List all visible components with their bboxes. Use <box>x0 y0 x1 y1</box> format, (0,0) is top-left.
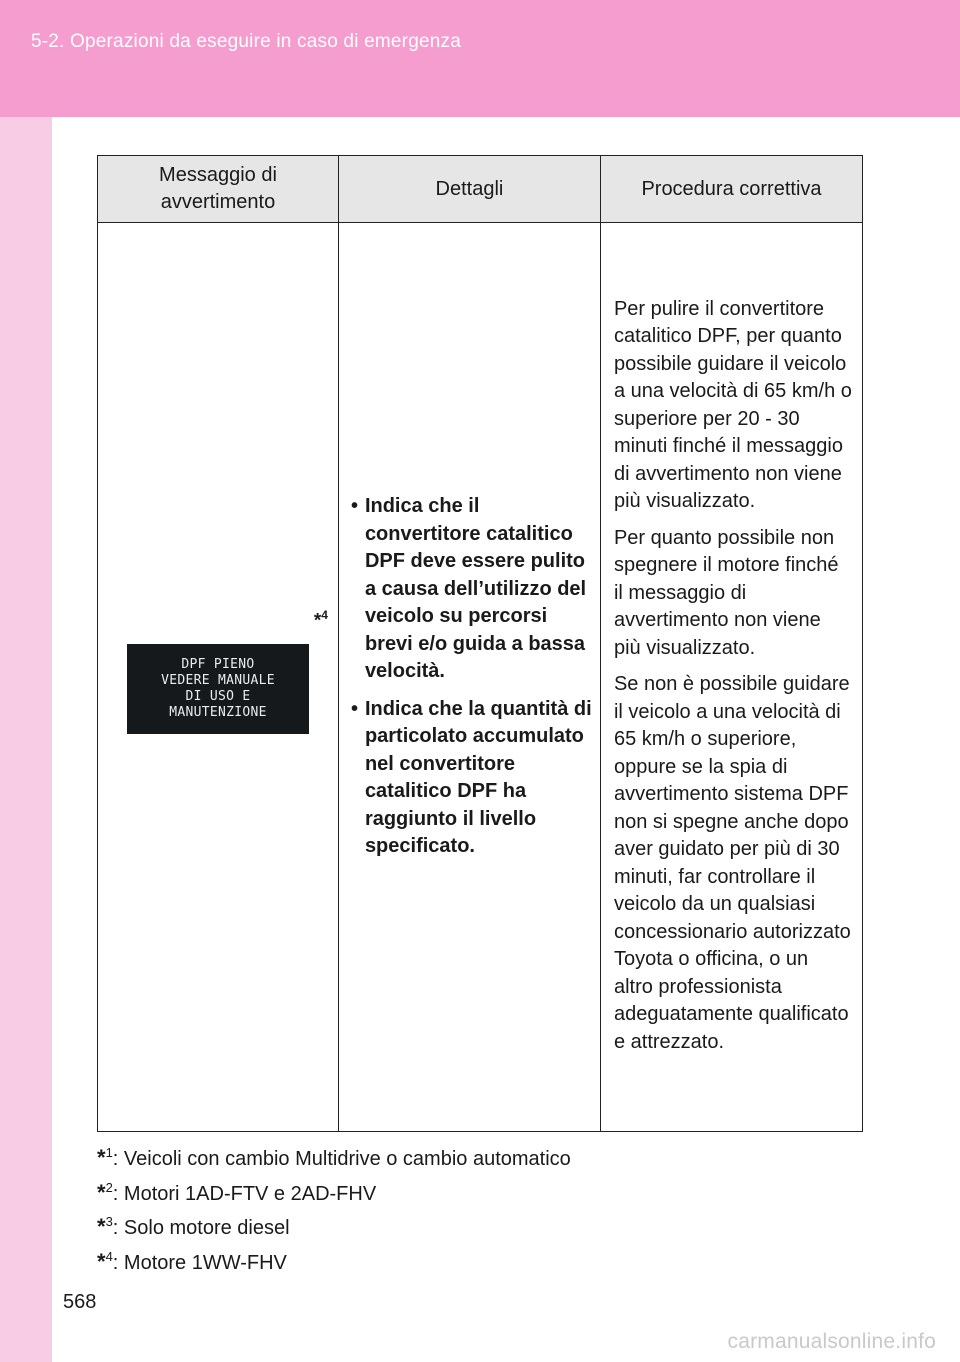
footnote-star: * <box>313 610 322 632</box>
footnote-item <box>97 1174 857 1209</box>
footnotes <box>97 1139 857 1277</box>
procedure-text <box>601 292 862 1063</box>
footnote-star: * <box>97 1179 106 1205</box>
footnote-text: : Solo motore diesel <box>112 1217 290 1240</box>
details-item: • Indica che il convertitore catalitico DPF deve essere pulito a causa dell’utilizzo del veicolo su percorsi brevi e/o guida a bassa velocità. <box>365 493 594 686</box>
column-header-message: Messaggio di avvertimento <box>98 156 339 223</box>
display-line: MANUTENZIONE <box>169 705 267 720</box>
footnote-star: * <box>97 1248 106 1274</box>
footnote-star: * <box>97 1145 106 1170</box>
warning-message-table <box>97 155 863 1132</box>
footnote-item <box>97 1243 857 1278</box>
dpf-warning-display <box>127 644 309 734</box>
page-number: 568 <box>63 1291 97 1313</box>
procedure-paragraph: Se non è possibile guidare il veicolo a una velocità di 65 km/h o superiore, oppure se la spia di avvertimento sistema DPF non si spegne anche dopo aver guidato per più di 30 minuti, far controllare il veicolo da un qualsiasi concessionario autorizzato Toyota o officina, o un altro professionista adeguatamente qualificato e attrezzato. <box>613 673 851 1053</box>
message-cell <box>98 223 339 1132</box>
details-item: • Indica che la quantità di particolato accumulato nel convertitore catalitico DPF ha raggiunto il livello specificato. <box>365 696 594 861</box>
table-row <box>98 223 863 1132</box>
footnote-reference <box>314 608 328 632</box>
footnote-text: : Motori 1AD-FTV e 2AD-FHV <box>112 1182 377 1205</box>
details-cell <box>338 223 600 1132</box>
column-header-details: Dettagli <box>338 156 600 223</box>
procedure-paragraph: Per quanto possibile non spegnere il motore finché il messaggio di avvertimento non viene più visualizzato. <box>613 526 839 659</box>
footnote-number: 2 <box>105 1179 113 1195</box>
procedure-paragraph: Per pulire il convertitore catalitico DPF, per quanto possibile guidare il veicolo a una velocità di 65 km/h o superiore per 20 - 30 minuti finché il messaggio di avvertimento non viene più visualizzato. <box>613 297 852 513</box>
footnote-number: 4 <box>105 1248 113 1264</box>
footnote-item <box>97 1139 857 1174</box>
watermark: carmanualsonline.info <box>727 1330 936 1353</box>
footnote-number: 1 <box>105 1145 113 1160</box>
footnote-text: : Veicoli con cambio Multidrive o cambio automatico <box>112 1148 571 1170</box>
display-line: VEDERE MANUALE <box>161 673 275 688</box>
details-list <box>339 493 600 861</box>
footnote-text: : Motore 1WW-FHV <box>112 1251 287 1274</box>
display-line: DI USO E <box>185 689 251 704</box>
section-title: 5-2. Operazioni da eseguire in caso di emergenza <box>31 31 461 52</box>
display-line: DPF PIENO <box>181 657 255 672</box>
footnote-number: 4 <box>321 608 328 622</box>
header-band <box>0 0 960 117</box>
footnote-number: 3 <box>105 1214 113 1230</box>
footnote-item <box>97 1208 857 1243</box>
side-band <box>0 117 52 1362</box>
table-header-row <box>98 156 863 223</box>
footnote-star: * <box>97 1214 106 1240</box>
column-header-procedure: Procedura correttiva <box>600 156 862 223</box>
procedure-cell <box>600 223 862 1132</box>
